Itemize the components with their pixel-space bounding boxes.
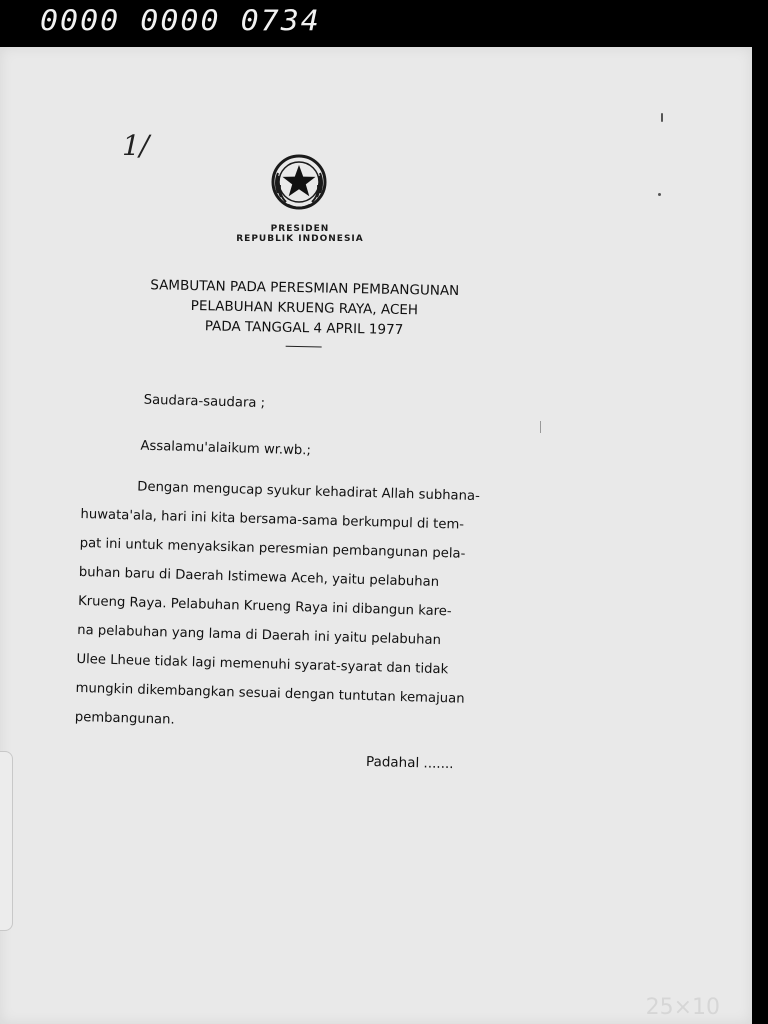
- speech-body: [74, 389, 503, 744]
- film-speck: [540, 421, 541, 433]
- paragraph-line: na pelabuhan yang lama di Daerah ini yaitu pelabuhan: [77, 622, 442, 649]
- greeting: Assalamu'alaikum wr.wb.;: [140, 438, 312, 459]
- paragraph-line: pat ini untuk menyaksikan peresmian pembangunan pela-: [79, 535, 466, 562]
- title-line-1: SAMBUTAN PADA PERESMIAN PEMBANGUNAN: [150, 277, 460, 300]
- scale-mark: 25×10: [645, 995, 720, 1020]
- title-line-3: PADA TANGGAL 4 APRIL 1977: [204, 318, 404, 339]
- reel-counter: 0000 0000 0734: [40, 4, 321, 39]
- film-speck: [658, 193, 661, 196]
- continuation-catchword: Padahal .......: [365, 753, 454, 773]
- title-underline: [286, 346, 322, 348]
- presidential-star-emblem-icon: [266, 149, 332, 215]
- paragraph-line: mungkin dikembangkan sesuai dengan tuntutan kemajuan: [75, 680, 465, 707]
- document-page: [0, 47, 752, 1024]
- salutation: Saudara-saudara ;: [143, 392, 266, 412]
- letterhead-line-republik: REPUBLIK INDONESIA: [236, 234, 364, 244]
- paragraph-line: pembangunan.: [74, 709, 175, 728]
- letterhead-line-presiden: PRESIDEN: [270, 224, 330, 234]
- paragraph-line: Krueng Raya. Pelabuhan Krueng Raya ini dibangun kare-: [77, 593, 452, 620]
- title-line-2: PELABUHAN KRUENG RAYA, ACEH: [190, 297, 419, 319]
- film-edge-tab: [0, 751, 13, 931]
- document-title: [139, 275, 470, 350]
- handwritten-page-mark: 1/: [118, 129, 153, 162]
- letterhead: [220, 224, 380, 244]
- paragraph-line: huwata'ala, hari ini kita bersama-sama berkumpul di tem-: [80, 506, 465, 533]
- film-speck: [661, 113, 663, 122]
- paragraph-line: Dengan mengucap syukur kehadirat Allah subhana-: [137, 479, 481, 505]
- opening-paragraph: [74, 471, 501, 744]
- paragraph-line: buhan baru di Daerah Istimewa Aceh, yaitu pelabuhan: [78, 564, 440, 590]
- paragraph-line: Ulee Lheue tidak lagi memenuhi syarat-syarat dan tidak: [76, 651, 449, 678]
